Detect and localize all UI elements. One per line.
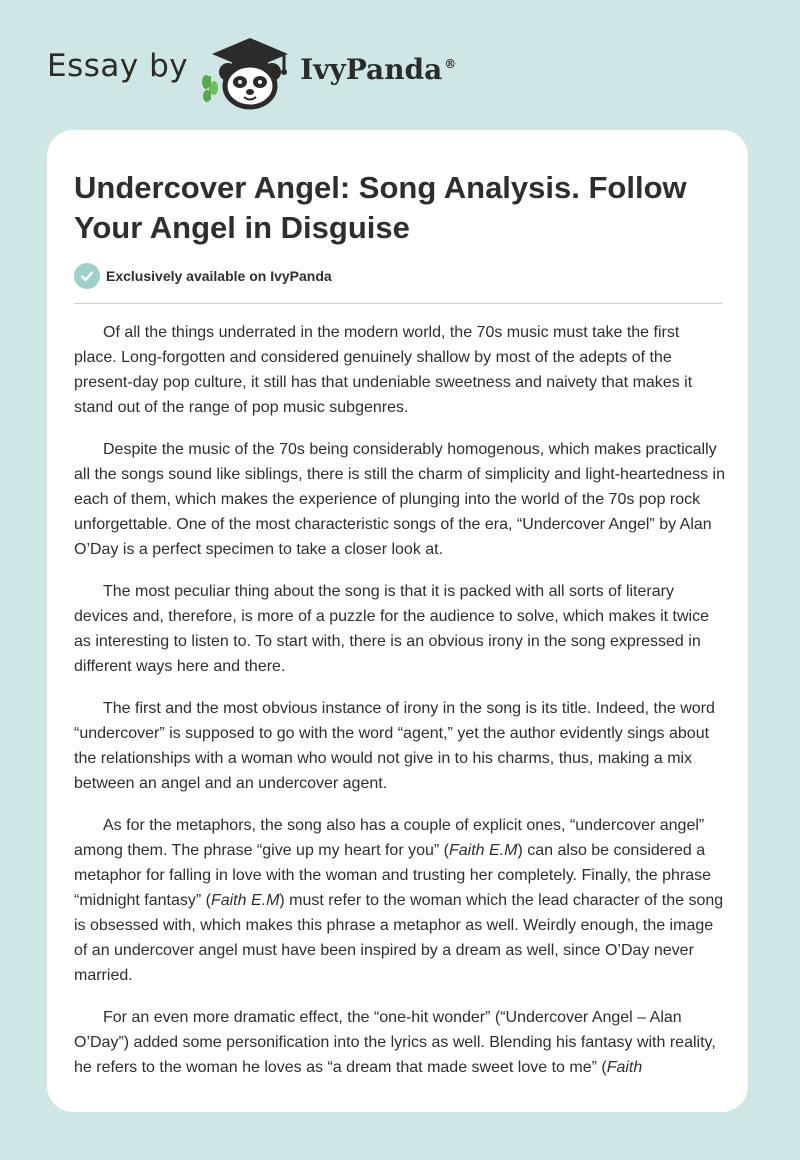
citation: Faith E.M xyxy=(449,842,518,859)
registered-mark: ® xyxy=(444,57,457,72)
site-header xyxy=(47,30,456,110)
essay-title: Undercover Angel: Song Analysis. Follow Your Angel in Disguise xyxy=(74,170,687,245)
paragraph: The most peculiar thing about the song is that it is packed with all sorts of literary devices and, therefore, is more of a puzzle for the audience to solve, which makes it twice as interesting to listen to. To start with, there is an obvious irony in the song expressed in different ways here and there. xyxy=(74,583,709,675)
availability-badge xyxy=(74,263,332,289)
paragraph: Despite the music of the 70s being considerably homogenous, which makes practically all the songs sound like siblings, there is still the charm of simplicity and light-heartedness in each of them, which makes the experience of plunging into the world of the 70s pop rock unforgettable. One of the most characteristic songs of the era, “Undercover Angel” by Alan O’Day is a perfect specimen to take a closer look at. xyxy=(74,441,725,558)
brand-name[interactable]: IvyPanda ® xyxy=(300,52,457,86)
paragraph: The first and the most obvious instance of irony in the song is its title. Indeed, the word “undercover” is supposed to go with the word “agent,” yet the author evidently sings about the relationships with a woman who would not give in to his charms, thus, making a mix between an angel and an undercover agent. xyxy=(74,700,715,792)
paragraph: As for the metaphors, the song also has a couple of explicit ones, “undercover angel” among them. The phrase “give up my heart for you” (Faith E.M) can also be considered a metaphor for falling in love with the woman and trusting her completely. Finally, the phrase “midnight fantasy” (Faith E.M) must refer to the woman which the lead character of the song is obsessed with, which makes this phrase a metaphor as well. Weirdly enough, the image of an undercover angel must have been inspired by a dream as well, since O’Day never married. xyxy=(74,817,724,984)
essay-by-label: Essay by xyxy=(47,48,189,84)
check-icon xyxy=(74,263,100,289)
citation: Faith xyxy=(606,1059,643,1076)
citation: Faith E.M xyxy=(210,892,280,909)
badge-text: Exclusively available on IvyPanda xyxy=(106,268,332,284)
essay-card xyxy=(47,130,748,1112)
paragraph: For an even more dramatic effect, the “one-hit wonder” (“Undercover Angel – Alan O’Day”) added some personification into the lyrics as well. Blending his fantasy with reality, he refers to the woman he loves as “a dream that made sweet love to me” (Faith xyxy=(74,1009,716,1076)
essay-body xyxy=(74,320,726,1097)
panda-graduate-icon[interactable] xyxy=(202,30,298,110)
divider xyxy=(74,303,722,304)
paragraph: Of all the things underrated in the modern world, the 70s music must take the first place. Long-forgotten and considered genuinely shallow by most of the adepts of the present-day pop culture, it still has that undeniable sweetness and naivety that makes it stand out of the range of pop music subgenres. xyxy=(74,324,693,416)
